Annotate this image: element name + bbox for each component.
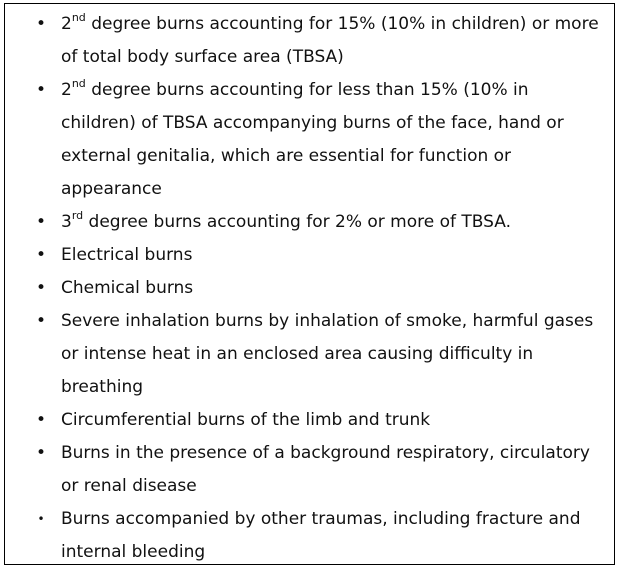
bullet-icon: • xyxy=(35,80,47,100)
list-item xyxy=(5,206,614,239)
list-item xyxy=(5,272,614,305)
bullet-icon: • xyxy=(35,14,47,34)
degree-number: 3 xyxy=(61,212,72,232)
list-item xyxy=(5,404,614,437)
bullet-icon: • xyxy=(35,245,47,265)
bullet-icon: • xyxy=(35,410,47,430)
item-text: Burns in the presence of a background respiratory, circulatory or renal disease xyxy=(61,443,590,496)
degree-number: 2 xyxy=(61,80,72,100)
item-text: Circumferential burns of the limb and trunk xyxy=(61,410,431,430)
ordinal-suffix: nd xyxy=(71,11,86,25)
list-item xyxy=(5,74,614,206)
list-item xyxy=(5,305,614,404)
list-item xyxy=(5,437,614,503)
degree-number: 2 xyxy=(61,14,72,34)
item-text: Chemical burns xyxy=(61,278,194,298)
burn-criteria-list xyxy=(5,8,614,569)
bullet-icon: • xyxy=(35,311,47,331)
list-item xyxy=(5,503,614,569)
bullet-icon: • xyxy=(35,212,47,232)
list-item xyxy=(5,239,614,272)
item-text: degree burns accounting for 2% or more of TBSA. xyxy=(83,212,511,232)
bullet-icon: • xyxy=(37,512,45,526)
item-text: degree burns accounting for less than 15% (10% in children) of TBSA accompanying burns of the face, hand or external genitalia, which are essential for function or appearance xyxy=(61,80,564,199)
item-text: Severe inhalation burns by inhalation of smoke, harmful gases or intense heat in an enclosed area causing difficulty in breathing xyxy=(61,311,594,397)
criteria-box xyxy=(4,3,615,565)
item-text: degree burns accounting for 15% (10% in children) or more of total body surface area (TBSA) xyxy=(61,14,599,67)
ordinal-suffix: rd xyxy=(71,209,84,223)
list-item xyxy=(5,8,614,74)
ordinal-suffix: nd xyxy=(71,77,86,91)
bullet-icon: • xyxy=(35,278,47,298)
bullet-icon: • xyxy=(35,443,47,463)
item-text: Electrical burns xyxy=(61,245,193,265)
item-text: Burns accompanied by other traumas, including fracture and internal bleeding xyxy=(61,509,581,562)
